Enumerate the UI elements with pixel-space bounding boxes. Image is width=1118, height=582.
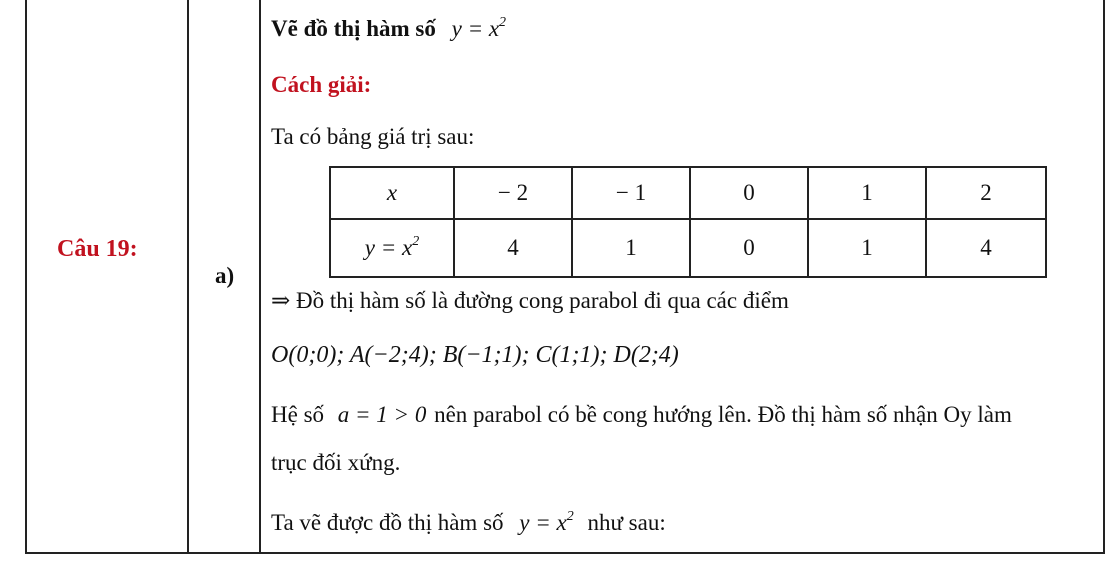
task-line (271, 16, 506, 42)
implies-arrow: ⇒ (271, 288, 291, 313)
conclusion-text: Đồ thị hàm số là đường cong parabol đi qua các điểm (296, 288, 789, 313)
coefficient-line (271, 402, 1012, 428)
x-value: − 1 (572, 167, 690, 219)
x-value: − 2 (454, 167, 572, 219)
coef-formula: a = 1 > 0 (337, 402, 427, 427)
table-intro: Ta có bảng giá trị sau: (271, 124, 475, 149)
x-row (330, 167, 1046, 219)
question-cell (27, 0, 189, 552)
draw-formula: $y = x^2$ (519, 509, 574, 535)
question-label: Câu 19: (57, 236, 138, 262)
x-row-header: x (330, 167, 454, 219)
x-value: 0 (690, 167, 808, 219)
task-prefix: Vẽ đồ thị hàm số (271, 16, 436, 41)
coef-suffix: nên parabol có bề cong hướng lên. Đồ thị hàm số nhận Oy làm (434, 402, 1012, 427)
value-table (329, 166, 1047, 278)
y-value: 4 (926, 219, 1046, 277)
y-value: 0 (690, 219, 808, 277)
draw-suffix: như sau: (587, 510, 666, 535)
y-value: 1 (808, 219, 926, 277)
coef-prefix: Hệ số (271, 402, 325, 427)
column-divider (259, 0, 261, 552)
conclusion-line (271, 288, 789, 314)
symmetry-line: trục đối xứng. (271, 450, 401, 475)
task-formula: $y = x^2$ (451, 15, 507, 41)
points-list: O(0;0); A(−2;4); B(−1;1); C(1;1); D(2;4) (271, 342, 679, 368)
draw-line (271, 510, 666, 536)
y-row (330, 219, 1046, 277)
y-value: 1 (572, 219, 690, 277)
part-label: a) (215, 263, 235, 288)
draw-prefix: Ta vẽ được đồ thị hàm số (271, 510, 504, 535)
y-value: 4 (454, 219, 572, 277)
x-value: 2 (926, 167, 1046, 219)
x-value: 1 (808, 167, 926, 219)
part-cell (189, 0, 261, 552)
method-heading: Cách giải: (271, 72, 372, 97)
y-row-header: $y = x^2$ (330, 219, 454, 277)
